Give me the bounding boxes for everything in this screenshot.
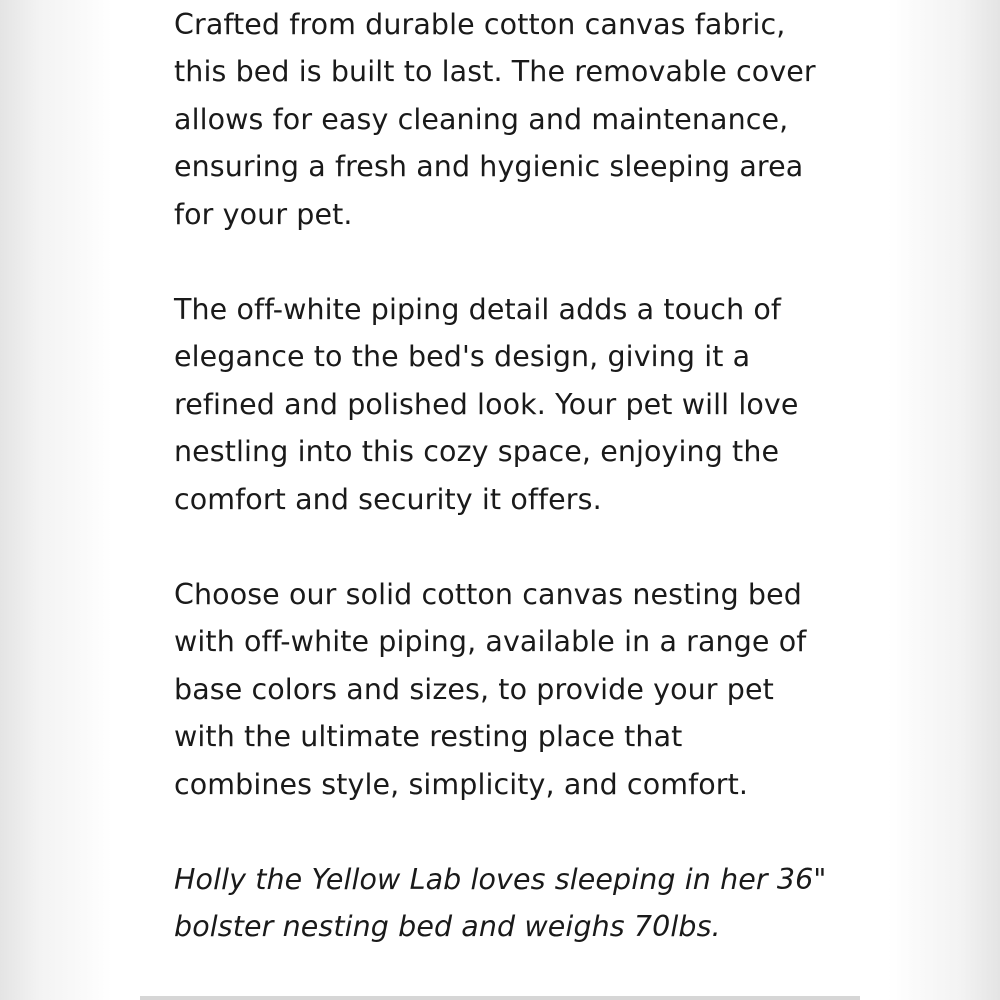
description-line: with the ultimate resting place that	[174, 720, 683, 754]
description-line: elegance to the bed's design, giving it a	[174, 340, 751, 374]
section-divider	[140, 996, 860, 1000]
description-line: Choose our solid cotton canvas nesting bed	[174, 578, 802, 611]
product-description-card	[112, 0, 888, 1000]
description-paragraph-piping	[174, 286, 799, 523]
description-line: for your pet.	[174, 197, 353, 231]
description-line: this bed is built to last. The removable cover	[174, 55, 816, 89]
description-line: combines style, simplicity, and comfort.	[174, 767, 749, 801]
description-line: with off-white piping, available in a range of	[174, 625, 807, 659]
description-line: The off-white piping detail adds a touch of	[174, 293, 782, 326]
description-line: allows for easy cleaning and maintenance,	[174, 102, 789, 136]
description-line: ensuring a fresh and hygienic sleeping area	[174, 150, 804, 184]
description-line: comfort and security it offers.	[174, 482, 602, 516]
description-paragraph-options	[174, 571, 806, 808]
description-line: base colors and sizes, to provide your pet	[174, 672, 774, 706]
description-paragraph-photo-note	[174, 856, 827, 951]
description-line: refined and polished look. Your pet will love	[174, 387, 799, 421]
description-line: Crafted from durable cotton canvas fabric,	[174, 8, 786, 41]
description-line: nestling into this cozy space, enjoying the	[174, 435, 780, 469]
description-paragraph-materials	[174, 1, 816, 238]
description-line: bolster nesting bed and weighs 70lbs.	[174, 910, 721, 944]
description-line: Holly the Yellow Lab loves sleeping in her 36"	[174, 863, 827, 896]
